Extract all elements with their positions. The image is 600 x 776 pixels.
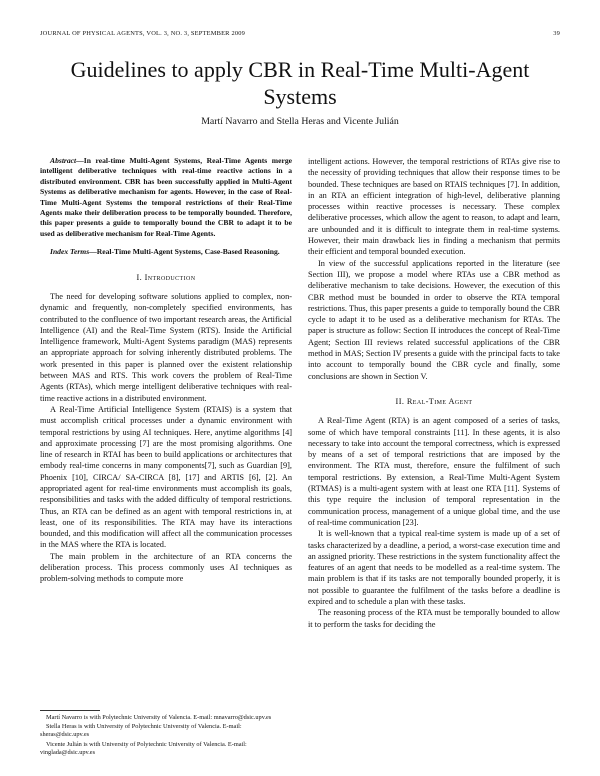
abstract (40, 156, 292, 239)
footnote-rule (40, 710, 100, 711)
author-list: Martí Navarro and Stella Heras and Vicente Julián (201, 116, 399, 127)
paper-title: Guidelines to apply CBR in Real-Time Multi-Agent Systems (70, 57, 530, 109)
author-footnotes (40, 710, 292, 758)
footnote-2: Stella Heras is with University of Polytechnic University of Valencia. E-mail: sheras@dsic.upv.es (40, 723, 242, 739)
footnote-1: Martí Navarro is with Polytechnic University of Valencia. E-mail: mnavarro@dsic.upv.es (46, 714, 272, 721)
journal-name: JOURNAL OF PHYSICAL AGENTS, VOL. 3, NO. 3, SEPTEMBER 2009 (40, 30, 246, 37)
intro-paragraph-2: A Real-Time Artificial Intelligence System (RTAIS) is a system that must accomplish critical processes under a dynamic environment with temporal restrictions by using AI techniques. Here, anytime algorithms [4] and approximate processing [7] are the most promising algorithms. One line of research in RTAI has been to build applications or architectures that embody real-time concerns in many components[7], such as Guardian [9], Phoenix [10], CIRCA/ SA-CIRCA [8], [17] and ARTIS [6], [2]. An appropriated agent for real-time environments must accomplish its goals, responsibilities and tasks with the added difficulty of temporal restrictions. Thus, an RTA can be defined as an agent with temporal restrictions in, at least, one of its responsibilities. The RTA may have its interactions bounded, and this modification will affect all the communication processes in the MAS where the RTA is located. (40, 404, 292, 550)
left-column (40, 156, 292, 585)
intro-paragraph-1: The need for developing software solutions applied to complex, non-dynamic and frequently, non-completely specified environments, has contributed to the confluence of two important research areas, the Artificial Intelligence (AI) and the Real-Time System (RTS). Inside the Artificial Intelligence framework, Multi-Agent Systems paradigm (MAS) represents an appropriate approach for solving inherently distributed problems. The work presented in this paper is planned over the existent relationship between MAS and RTS. This work covers the problem of Real-Time Agents (RTAs), which merge intelligent deliberative techniques with real-time reactive actions in a distributed environment. (40, 291, 292, 403)
running-head (40, 30, 560, 37)
footnote-3: Vicente Julián is with University of Polytechnic University of Valencia. E-mail: vinglada@dsic.upv.es (40, 740, 247, 756)
intro-paragraph-4: In view of the successful applications reported in the literature (see Section III), we propose a model where RTAs use a CBR method as deliberative mechanism to take decisions. However, the execution of this CBR method must be bounded in order to observe the RTA temporal restrictions. Thus, this paper presents a guide to temporally bound the CBR cycle to adapt it to be used as a deliberative mechanism for RTAs. The paper is structure as follow: Section II introduces the concept of Real-Time Agent; Section III reviews related successful applications of the CBR method in MAS; Section IV presents a guide with the principal facts to take into account to temporally bound the CBR cycle and finally, some conclusions are shown in Section V. (308, 258, 560, 381)
right-column (308, 156, 560, 630)
section-heading-real-time-agent: II. Real-Time Agent (395, 396, 473, 406)
section-heading-introduction: I. Introduction (136, 272, 196, 282)
intro-paragraph-continued: intelligent actions. However, the temporal restrictions of RTAs give rise to the necessity of providing techniques that allow their response times to be bounded. These techniques are based on RTAIS techniques [7]. In addition, in an RTA an efficient integration of high-level, deliberative planning processes within reactive processes is necessary. These complex deliberative processes, which allow the agent to reason, to adapt and learn, are unbounded and it is difficult to integrate them in real-time systems. However, their main drawback lies in finding a mechanism that permits their efficient and temporal bounded execution. (308, 157, 560, 257)
abstract-text: —In real-time Multi-Agent Systems, Real-Time Agents merge intelligent deliberative techniques with real-time reactive actions in a distributed environment. CBR has been successfully applied in Multi-Agent Systems as deliberative mechanism for agents. However, in the case of Real-Time Multi-Agent Systems the temporal restrictions of their Real-Time Agents make their deliberation process to be temporally bounded. Therefore, this paper presents a guide to temporally bound the CBR to adapt it to be used as deliberative mechanism for Real-Time Agents. (40, 156, 292, 238)
index-terms-label: Index Terms (50, 247, 90, 257)
abstract-label: Abstract (50, 156, 77, 165)
index-terms (40, 247, 292, 257)
rta-paragraph-2: It is well-known that a typical real-time system is made up of a set of tasks characterized by a deadline, a period, a worst-case execution time and an assigned priority. These restrictions in the system functionality affect the features of an agent that needs to be modelled as a real-time system. The main problem is that if its tasks are not temporally bounded properly, it is not possible to guarantee the fulfilment of the tasks before a deadline is expired and to schedule a plan with these tasks. (308, 529, 560, 606)
index-terms-text: —Real-Time Multi-Agent Systems, Case-Based Reasoning. (89, 247, 280, 257)
rta-paragraph-1: A Real-Time Agent (RTA) is an agent composed of a series of tasks, some of which have temporal constraints [11]. In these agents, it is also necessary to take into account the temporal correctness, which is expressed by means of a set of temporal restrictions that are imposed by the environment. The RTA must, therefore, ensure the fulfilment of such temporal restrictions. By extension, a Real-Time Multi-Agent System (RTMAS) is a multi-agent system with at least one RTA [11]. Systems of this type require the inclusion of temporal representation in the communication process, management of a unique global time, and the use of real-time communication [23]. (308, 416, 560, 527)
page-number: 39 (553, 30, 560, 37)
intro-paragraph-3: The main problem in the architecture of an RTA concerns the deliberation process. This process commonly uses AI techniques as problem-solving methods to compute more (40, 551, 292, 584)
rta-paragraph-3: The reasoning process of the RTA must be temporally bounded to allow it to perform the tasks for deciding the (308, 608, 560, 629)
